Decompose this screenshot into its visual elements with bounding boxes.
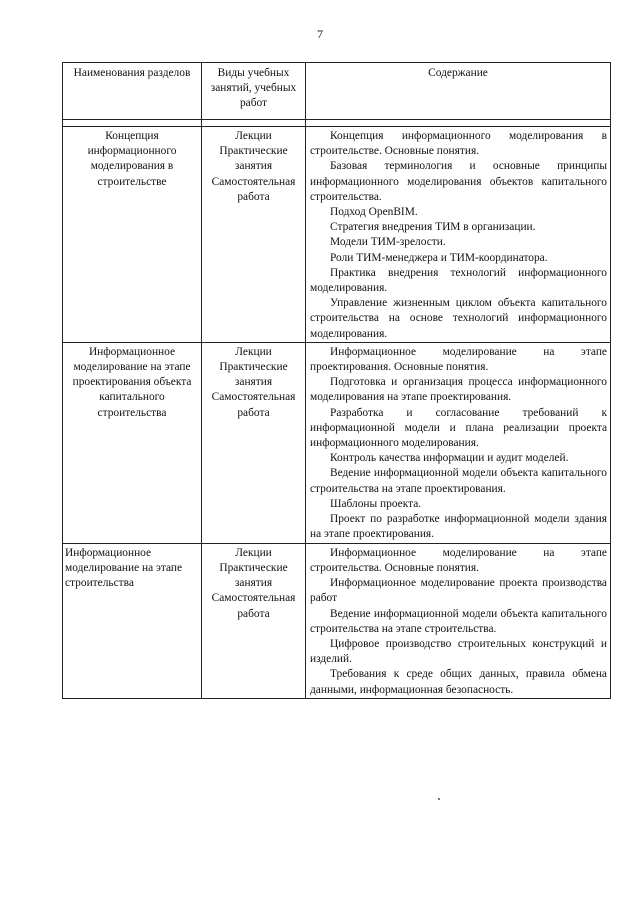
curriculum-table	[62, 62, 611, 699]
header-activity-types: Виды учебных занятий, учебных работ	[202, 63, 306, 120]
content-paragraph: Ведение информационной модели объекта капитального строительства на этапе проектирования.	[310, 467, 607, 495]
content-paragraph: Информационное моделирование на этапе строительства. Основные понятия.	[310, 546, 607, 575]
section-name: Информационное моделирование на этапе строительства	[63, 543, 202, 698]
activity-type: Практические занятия	[219, 145, 288, 173]
content-paragraph: Контроль качества информации и аудит моделей.	[330, 452, 569, 465]
content-paragraph: Роли ТИМ-менеджера и ТИМ-координатора.	[330, 251, 548, 264]
table-row	[63, 127, 611, 343]
header-content: Содержание	[306, 63, 611, 120]
activity-type: Самостоятельная работа	[211, 592, 296, 620]
content-paragraph: Стратегия внедрения ТИМ в организации.	[330, 221, 536, 234]
activity-type: Практические занятия	[219, 361, 288, 389]
content-paragraph: Практика внедрения технологий информационного моделирования.	[310, 266, 607, 295]
activity-type: Самостоятельная работа	[211, 175, 296, 203]
content-paragraph: Цифровое производство строительных конструкций и изделий.	[310, 638, 607, 666]
activity-types	[202, 342, 306, 543]
content-paragraph: Модели ТИМ-зрелости.	[330, 236, 446, 249]
activity-types	[202, 543, 306, 698]
content-paragraph: Требования к среде общих данных, правила обмена данными, информационная безопасность.	[310, 668, 607, 696]
content-paragraph: Проект по разработке информационной модели здания на этапе проектирования.	[310, 513, 607, 541]
activity-type: Лекции	[235, 546, 272, 559]
content-paragraph: Информационное моделирование проекта производства работ	[310, 577, 607, 605]
content-paragraph: Управление жизненным циклом объекта капитального строительства на основе технологий информационного моделирования.	[310, 297, 607, 340]
content-paragraph: Информационное моделирование на этапе проектирования. Основные понятия.	[310, 345, 607, 374]
table-header-row	[63, 63, 611, 120]
content-paragraph: Базовая терминология и основные принципы информационного моделирования объектов капитального строительства.	[310, 160, 607, 203]
content-paragraph: Подготовка и организация процесса информационного моделирования на этапе проектирования.	[310, 376, 607, 404]
section-content	[306, 543, 611, 698]
table-row	[63, 342, 611, 543]
table-row	[63, 543, 611, 698]
activity-type: Самостоятельная работа	[211, 391, 296, 419]
section-name: Концепция информационного моделирования в строительстве	[63, 127, 202, 343]
page-number: 7	[317, 27, 323, 41]
activity-type: Лекции	[235, 130, 272, 142]
content-paragraph: Шаблоны проекта.	[330, 497, 422, 510]
activity-types	[202, 127, 306, 343]
content-paragraph: Подход OpenBIM.	[330, 206, 418, 219]
content-paragraph: Ведение информационной модели объекта капитального строительства на этапе строительства.	[310, 607, 607, 635]
content-paragraph: Концепция информационного моделирования в строительстве. Основные понятия.	[310, 130, 607, 158]
header-sections: Наименования разделов	[63, 63, 202, 120]
section-content	[306, 127, 611, 343]
scan-speck	[438, 798, 440, 800]
activity-type: Практические занятия	[219, 562, 288, 590]
section-name: Информационное моделирование на этапе проектирования объекта капитального строительства	[63, 342, 202, 543]
activity-type: Лекции	[235, 345, 272, 358]
section-content	[306, 342, 611, 543]
spacer-row	[63, 120, 611, 127]
content-paragraph: Разработка и согласование требований к информационной модели и плана реализации проекта информационного моделирования.	[310, 406, 607, 450]
